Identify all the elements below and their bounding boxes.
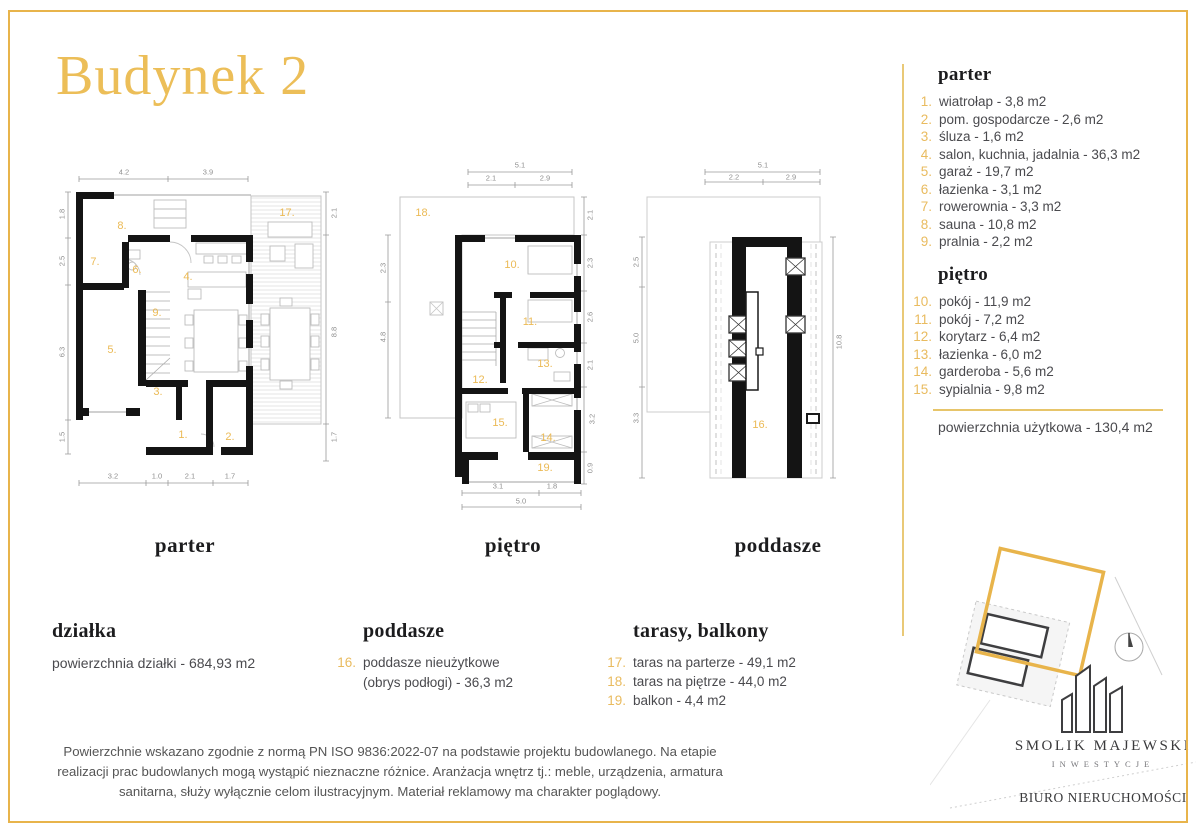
legend-parter-list: [912, 93, 1174, 251]
dimension-label: 6.3: [57, 346, 67, 358]
legend-pietro-heading: piętro: [938, 264, 988, 285]
legend-item: 12. korytarz - 6,4 m2: [913, 329, 1041, 344]
legend-item: 1. wiatrołap - 3,8 m2: [920, 94, 1047, 109]
dimension-label: 3.9: [202, 167, 214, 177]
room-number: 6.: [132, 264, 142, 276]
legend-item: 7. rowerownia - 3,3 m2: [920, 199, 1062, 214]
legend-item: 16. poddasze nieużytkowe (obrys podłogi) - 36,3 m2: [337, 655, 514, 690]
room-number: 12.: [472, 374, 488, 386]
dimension-label: 8.8: [329, 326, 339, 338]
dimension-label: 2.5: [57, 255, 67, 267]
dimension-label: 2.1: [585, 209, 595, 221]
legend-parter-heading: parter: [938, 64, 992, 85]
room-number: 2.: [225, 431, 235, 443]
room-number: 14.: [540, 432, 556, 444]
dimension-label: 3.2: [107, 471, 119, 481]
floorplan-poddasze: [628, 152, 883, 512]
room-number: 1.: [178, 429, 188, 441]
dimension-label: 1.5: [57, 431, 67, 443]
legend-item: 4. salon, kuchnia, jadalnia - 36,3 m2: [920, 146, 1141, 162]
room-number: 3.: [153, 386, 163, 398]
dimension-label: 10.8: [834, 334, 844, 350]
floorplan-pietro-drawing: [378, 152, 610, 512]
legend-item: 10. pokój - 11,9 m2: [913, 294, 1032, 309]
section-tarasy-heading: tarasy, balkony: [633, 620, 769, 642]
page-title: Budynek 2: [56, 45, 310, 107]
section-poddasze-list: [336, 653, 513, 692]
dimension-label: 2.1: [329, 207, 339, 219]
panel-accent-line: [902, 64, 904, 636]
dimension-label: 4.8: [378, 331, 388, 343]
dimension-label: 0.9: [585, 462, 595, 474]
section-tarasy: [606, 620, 796, 710]
disclaimer-text: Powierzchnie wskazano zgodnie z normą PN ISO 9836:2022-07 na podstawie projektu budowlanego. Na etapie realizacji prac budowlanych mogą wystąpić nieznaczne różnice. Aranżacja wnętrz tj.: meble, urządzenia, armatura sanitarna, służy wyłącznie celom ilustracyjnym. Materiał reklamowy ma charakter poglądowy.: [57, 744, 723, 799]
legend-divider: [933, 409, 1163, 411]
legend-item: 5. garaż - 19,7 m2: [920, 164, 1034, 179]
room-number: 17.: [279, 207, 295, 219]
room-number: 15.: [492, 417, 508, 429]
section-dzialka: [52, 620, 255, 671]
legend-item: 18. taras na piętrze - 44,0 m2: [607, 674, 787, 689]
legend-item: 11. pokój - 7,2 m2: [914, 311, 1025, 327]
company-department: BIURO NIERUCHOMOŚCI: [1019, 790, 1187, 805]
usable-area-total: powierzchnia użytkowa - 130,4 m2: [938, 419, 1153, 435]
plot-area-text: powierzchnia działki - 684,93 m2: [52, 655, 256, 671]
section-poddasze-heading: poddasze: [363, 620, 445, 642]
dimension-label: 5.0: [515, 496, 527, 506]
company-name: SMOLIK MAJEWSKI: [1014, 738, 1192, 754]
legend-item: 8. sauna - 10,8 m2: [920, 216, 1037, 232]
legend-pietro: [912, 264, 1174, 398]
company-tagline: INWESTYCJE: [1051, 759, 1155, 769]
dimension-label: 2.1: [485, 173, 497, 183]
room-number: 13.: [537, 358, 553, 370]
company-logo-icon: [1056, 660, 1136, 738]
dimension-label: 5.1: [514, 160, 526, 170]
dimension-label: 2.1: [585, 359, 595, 371]
room-number: 19.: [537, 462, 553, 474]
floorplan-pietro: [378, 152, 610, 512]
room-number: 18.: [415, 207, 431, 219]
dimension-label: 3.2: [587, 413, 597, 425]
room-number: 11.: [522, 316, 538, 328]
room-number: 9.: [152, 307, 162, 319]
legend-pietro-list: [912, 293, 1174, 398]
legend-item: 14. garderoba - 5,6 m2: [913, 364, 1054, 379]
plan-caption-poddasze: poddasze: [734, 533, 822, 557]
dimension-label: 3.1: [492, 481, 504, 491]
section-poddasze: [336, 620, 513, 692]
room-number: 7.: [90, 256, 100, 268]
dimension-label: 2.9: [539, 173, 551, 183]
dimension-label: 3.3: [631, 412, 641, 424]
room-number: 10.: [504, 259, 520, 271]
dimension-label: 1.7: [329, 431, 339, 443]
dimension-label: 2.1: [184, 471, 196, 481]
legend-item: 9. pralnia - 2,2 m2: [920, 234, 1033, 249]
legend-item: 19. balkon - 4,4 m2: [607, 693, 727, 708]
room-number: 16.: [752, 419, 768, 431]
legend-parter: [912, 64, 1174, 251]
dimension-label: 1.7: [224, 471, 236, 481]
room-number: 8.: [117, 220, 127, 232]
legend-item: 17. taras na parterze - 49,1 m2: [607, 655, 796, 670]
room-number: 5.: [107, 344, 117, 356]
floorplan-poddasze-drawing: [628, 152, 883, 512]
dimension-label: 2.3: [378, 262, 388, 274]
section-tarasy-list: [606, 653, 796, 710]
dimension-label: 1.8: [546, 481, 558, 491]
legend-item: 3. śluza - 1,6 m2: [920, 129, 1024, 144]
legend-item: 2. pom. gospodarcze - 2,6 m2: [920, 111, 1104, 127]
legend-item: 15. sypialnia - 9,8 m2: [913, 381, 1045, 397]
dimension-label: 2.3: [585, 257, 595, 269]
dimension-label: 1.0: [151, 471, 163, 481]
room-number: 4.: [183, 271, 193, 283]
floorplan-parter-drawing: [58, 152, 348, 497]
dimension-label: 2.5: [631, 256, 641, 268]
dimension-label: 2.2: [728, 172, 740, 182]
legend-item: 13. łazienka - 6,0 m2: [913, 346, 1042, 362]
dimension-label: 5.1: [757, 160, 769, 170]
dimension-label: 2.9: [785, 172, 797, 182]
legend-item: 6. łazienka - 3,1 m2: [920, 181, 1042, 197]
plan-caption-pietro: piętro: [484, 533, 542, 557]
dimension-label: 1.8: [57, 208, 67, 220]
dimension-label: 2.6: [585, 311, 595, 323]
dimension-label: 4.2: [118, 167, 130, 177]
section-dzialka-heading: działka: [52, 620, 117, 642]
dimension-label: 5.0: [631, 332, 641, 344]
floorplan-parter: [58, 152, 348, 497]
plan-caption-parter: parter: [154, 533, 216, 557]
